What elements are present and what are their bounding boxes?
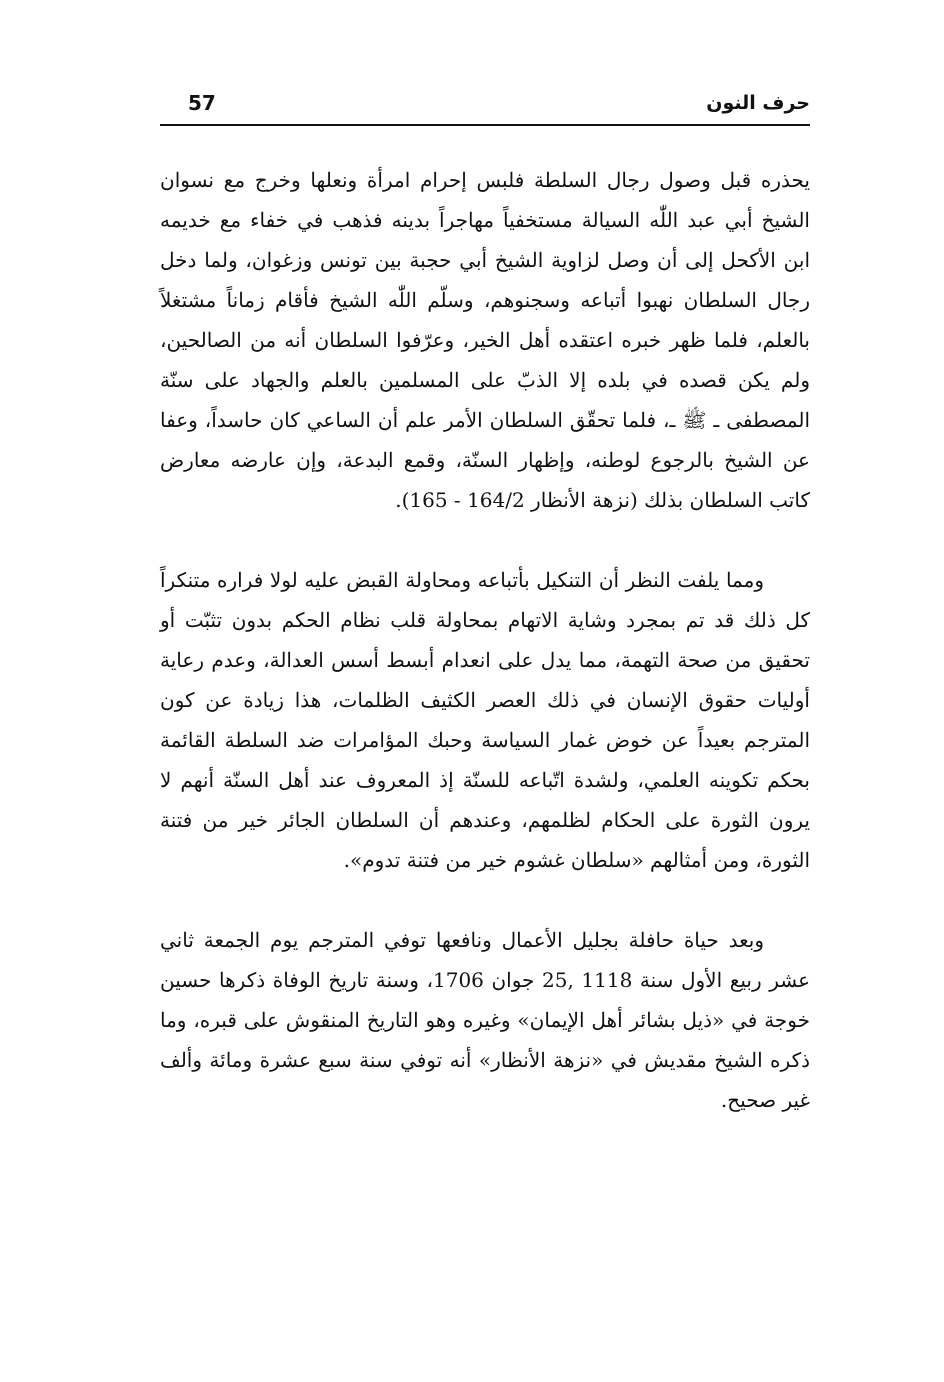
paragraph-3: وبعد حياة حافلة بجليل الأعمال ونافعها توفي المترجم يوم الجمعة ثاني عشر ربيع الأول سنة 1118 ,25 جوان 1706، وسنة تاريخ الوفاة ذكرها حسين خوجة في «ذيل بشائر أهل الإيمان» وغيره وهو التاريخ المنقوش على قبره، وما ذكره الشيخ مقديش في «نزهة الأنظار» أنه توفي سنة سبع عشرة ومائة وألف غير صحيح. [160,928,811,1112]
page-number: 57 [188,91,216,115]
running-title: حرف النون [706,92,810,114]
paragraph-2: ومما يلفت النظر أن التنكيل بأتباعه ومحاولة القبض عليه لولا فراره متنكراً كل ذلك قد تم بمجرد وشاية الاتهام بمحاولة قلب نظام الحكم بدون تثبّت أو تحقيق من صحة التهمة، مما يدل على انعدام أبسط أسس العدالة، وعدم رعاية أوليات حقوق الإنسان في ذلك العصر الكثيف الظلمات، هذا زيادة عن كون المترجم بعيداً عن خوض غمار السياسة وحبك المؤامرات ضد السلطة القائمة بحكم تكوينه العلمي، ولشدة اتّباعه للسنّة إذ المعروف عند أهل السنّة أنهم لا يرون الثورة على الحكام لظلمهم، وعندهم أن السلطان الجائر خير من فتنة الثورة، ومن أمثالهم «سلطان غشوم خير من فتنة تدوم». [160,568,810,872]
page-header [160,88,810,126]
paragraph-1: يحذره قبل وصول رجال السلطة فلبس إحرام امرأة ونعلها وخرج مع نسوان الشيخ أبي عبد اللّٰه السيالة مستخفياً مهاجراً بدينه فذهب في خفاء مع خديمه ابن الأكحل إلى أن وصل لزاوية الشيخ أبي حجبة بين تونس وزغوان، ولما دخل رجال السلطان نهبوا أتباعه وسجنوهم، وسلّم اللّٰه الشيخ فأقام زماناً مشتغلاً بالعلم، فلما ظهر خبره اعتقده أهل الخير، وعرّفوا السلطان أنه من الصالحين، ولم يكن قصده في بلده إلا الذبّ على المسلمين بالعلم والجهاد على سنّة المصطفى ـ ﷺ ـ، فلما تحقّق السلطان الأمر علم أن الساعي كان حاسداً، وعفا عن الشيخ بالرجوع لوطنه، وإظهار السنّة، وقمع البدعة، وإن عارضه معارض كاتب السلطان بذلك (نزهة الأنظار 164/2 - 165). [160,168,810,512]
body-text [160,160,810,1120]
